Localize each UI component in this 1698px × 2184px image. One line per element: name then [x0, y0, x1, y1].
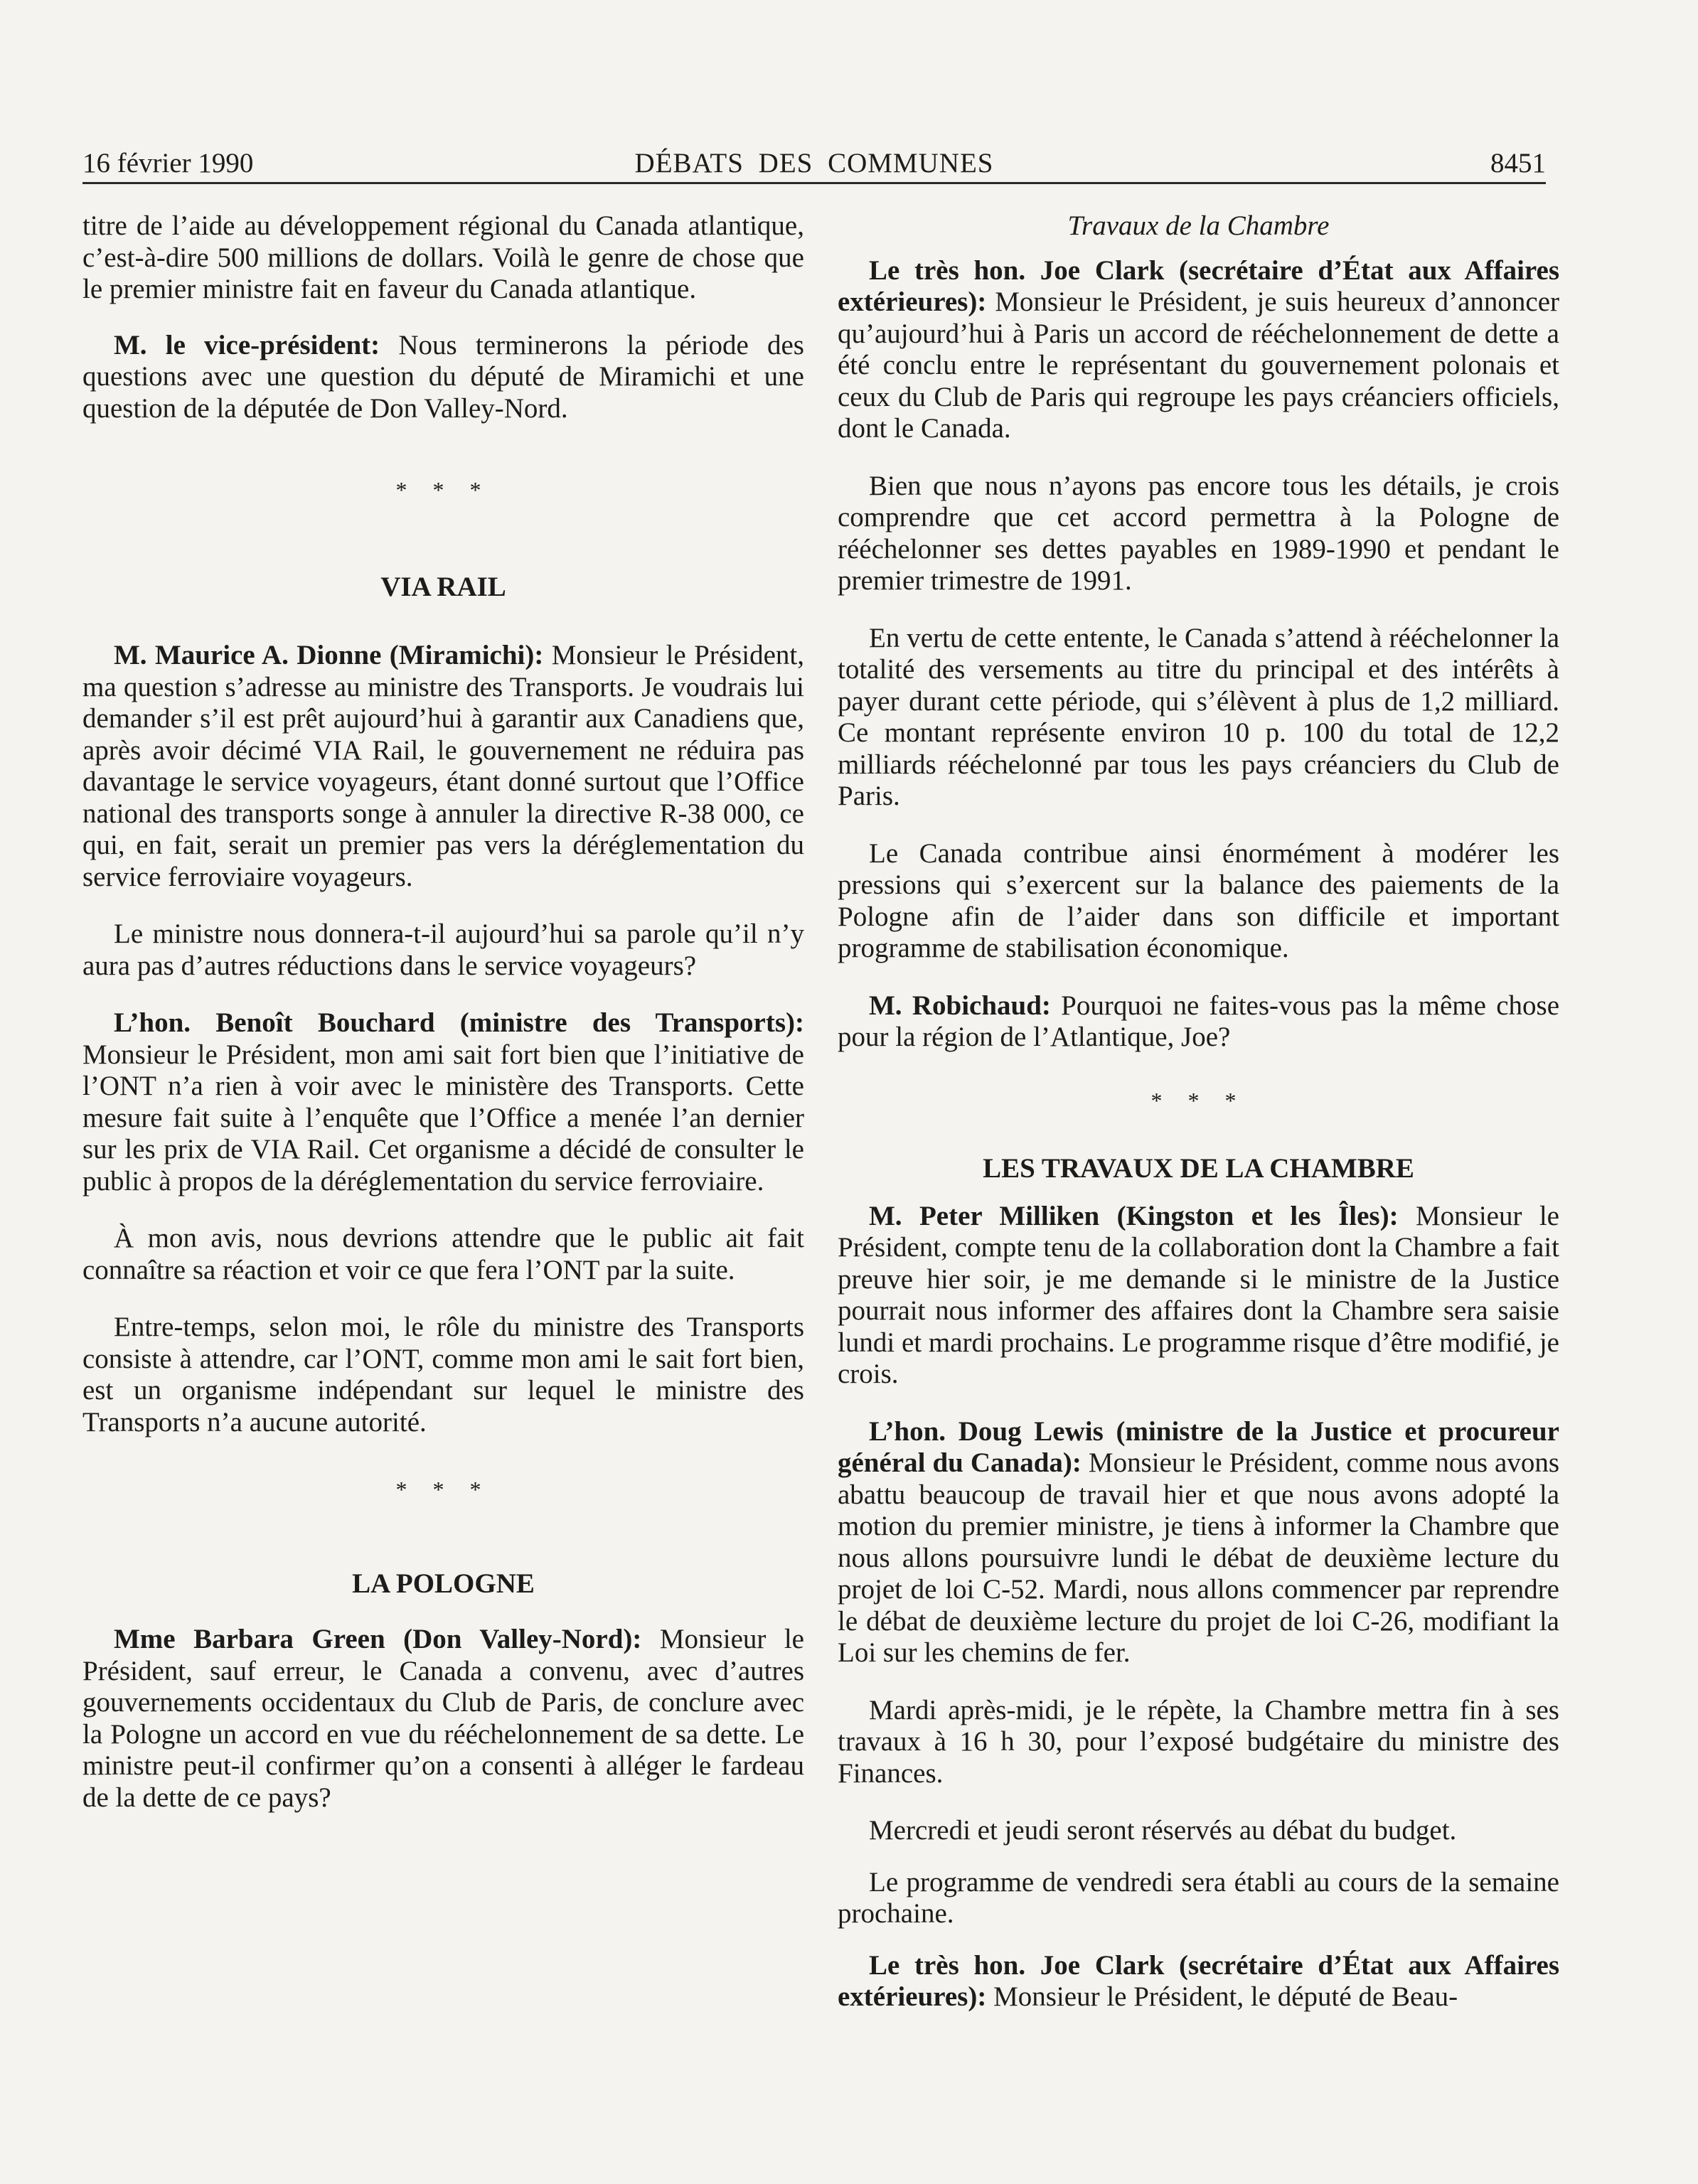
- paragraph: [838, 1416, 1559, 1669]
- speech-text: Monsieur le Président, sauf erreur, le Canada a convenu, avec d’autres gouvernements occidentaux du Club de Paris, de conclure avec la Pologne un accord en vue du rééchelonnement de sa dette. Le ministre peut-il confirmer qu’on a consenti à alléger le fardeau de la dette de ce pays?: [82, 1624, 804, 1813]
- paragraph: Le Canada contribue ainsi énormément à modérer les pressions qui s’exercent sur la balance des paiements de la Pologne afin de l’aider dans son difficile et important programme de stabilisation économique.: [838, 837, 1559, 963]
- speaker-name: L’hon. Benoît Bouchard (ministre des Transports):: [114, 1007, 804, 1038]
- left-column: [82, 210, 804, 1839]
- section-heading: LES TRAVAUX DE LA CHAMBRE: [983, 1153, 1414, 1184]
- speech-text: Monsieur le Président, mon ami sait fort bien que l’initiative de l’ONT n’a rien à voir avec le ministère des Transports. Cette mesure fait suite à l’enquête que l’Office a menée l’an dernier sur les prix de VIA Rail. Cet organisme a décidé de consulter le public à propos de la déréglementation du service ferroviaire.: [82, 1039, 804, 1197]
- paragraph: Le programme de vendredi sera établi au cours de la semaine prochaine.: [838, 1866, 1559, 1929]
- speech-text: Pourquoi ne faites-vous pas la même chose pour la région de l’Atlantique, Joe?: [838, 990, 1559, 1052]
- paragraph: Le ministre nous donnera-t-il aujourd’hui sa parole qu’il n’y aura pas d’autres réductions dans le service voyageurs?: [82, 919, 804, 981]
- section-separator: * * *: [1150, 1087, 1246, 1113]
- page-header: [82, 144, 1546, 183]
- paragraph: [838, 990, 1559, 1054]
- speech-text: Monsieur le Président, le député de Beau-: [986, 1981, 1458, 2012]
- speaker-name: M. Robichaud:: [869, 990, 1051, 1021]
- speaker-name: M. Peter Milliken (Kingston et les Îles):: [869, 1200, 1399, 1231]
- paragraph: Mardi après-midi, je le répète, la Chambre mettra fin à ses travaux à 16 h 30, pour l’exposé budgétaire du ministre des Finances.: [838, 1694, 1559, 1789]
- speaker-name: Mme Barbara Green (Don Valley-Nord):: [114, 1624, 642, 1654]
- paragraph: [82, 330, 804, 425]
- speaker-name: Le très hon. Joe Clark (secrétaire d’État aux Affaires extérieures):: [838, 255, 1559, 317]
- speaker-name: M. Maurice A. Dionne (Miramichi):: [114, 640, 544, 670]
- speaker-name: L’hon. Doug Lewis (ministre de la Justice et procureur général du Canada):: [838, 1415, 1559, 1478]
- paragraph: [82, 1007, 804, 1197]
- section-separator: * * *: [395, 477, 491, 503]
- speaker-name: Le très hon. Joe Clark (secrétaire d’État aux Affaires extérieures):: [838, 1949, 1559, 2012]
- right-column: [838, 210, 1559, 2039]
- header-date: 16 février 1990: [82, 148, 254, 178]
- paragraph: À mon avis, nous devrions attendre que le public ait fait connaître sa réaction et voir ce que fera l’ONT par la suite.: [82, 1223, 804, 1285]
- paragraph: [82, 640, 804, 893]
- section-heading: LA POLOGNE: [352, 1568, 535, 1599]
- running-head: Travaux de la Chambre: [1067, 210, 1330, 241]
- speech-text: Nous terminerons la période des questions avec une question du député de Miramichi et une question de la députée de Don Valley-Nord.: [82, 329, 804, 424]
- speech-text: Monsieur le Président, comme nous avons abattu beaucoup de travail hier et que nous avons adopté la motion du premier ministre, je tiens à informer la Chambre que nous allons poursuivre lundi le débat de deuxième lecture du projet de loi C-52. Mardi, nous allons commencer par reprendre le débat de deuxième lecture du projet de loi C-26, modifiant la Loi sur les chemins de fer.: [838, 1447, 1560, 1668]
- paragraph: [838, 1201, 1559, 1391]
- header-page-number: 8451: [1490, 148, 1546, 178]
- paragraph: En vertu de cette entente, le Canada s’attend à rééchelonner la totalité des versements au titre du principal et des intérêts à payer durant cette période, qui s’élèvent à plus de 1,2 milliard. Ce montant représente environ 10 p. 100 du total de 12,2 milliards rééchelonné par tous les pays créanciers du Club de Paris.: [838, 622, 1559, 811]
- paragraph: [838, 255, 1559, 445]
- speech-text: Monsieur le Président, je suis heureux d’annoncer qu’aujourd’hui à Paris un accord de rééchelonnement de dette a été conclu entre le représentant du gouvernement polonais et ceux du Club de Paris qui regroupe les pays créanciers officiels, dont le Canada.: [838, 287, 1559, 444]
- speaker-name: M. le vice-président:: [114, 329, 380, 360]
- speech-text: Monsieur le Président, ma question s’adresse au ministre des Transports. Je voudrais lui demander s’il est prêt aujourd’hui à garantir aux Canadiens que, après avoir décimé VIA Rail, le gouvernement ne réduira pas davantage le service voyageurs, étant donné surtout que l’Office national des transports songe à annuler la directive R-38 000, ce qui, en fait, serait un premier pas vers la déréglementation du service ferroviaire voyageurs.: [82, 640, 805, 892]
- speech-text: Monsieur le Président, compte tenu de la collaboration dont la Chambre a fait preuve hier soir, je me demande si le ministre de la Justice pourrait nous informer des affaires dont la Chambre sera saisie lundi et mardi prochains. Le programme risque d’être modifié, je crois.: [838, 1200, 1559, 1389]
- paragraph: Bien que nous n’ayons pas encore tous les détails, je crois comprendre que cet accord permettra à la Pologne de rééchelonner ses dettes payables en 1989-1990 et pendant le premier trimestre de 1991.: [838, 470, 1559, 596]
- section-heading: VIA RAIL: [380, 571, 506, 602]
- paragraph: Entre-temps, selon moi, le rôle du ministre des Transports consiste à attendre, car l’ONT, comme mon ami le sait fort bien, est un organisme indépendant sur lequel le ministre des Transports n’a aucune autorité.: [82, 1312, 804, 1438]
- header-title: DÉBATS DES COMMUNES: [634, 148, 994, 178]
- paragraph: Mercredi et jeudi seront réservés au débat du budget.: [869, 1815, 1457, 1846]
- section-separator: * * *: [395, 1477, 491, 1502]
- header-rule: [82, 182, 1546, 184]
- paragraph: titre de l’aide au développement régional du Canada atlantique, c’est-à-dire 500 millions de dollars. Voilà le genre de chose que le premier ministre fait en faveur du Canada atlantique.: [82, 210, 804, 304]
- paragraph: [82, 1624, 804, 1814]
- paragraph: [838, 1950, 1559, 2013]
